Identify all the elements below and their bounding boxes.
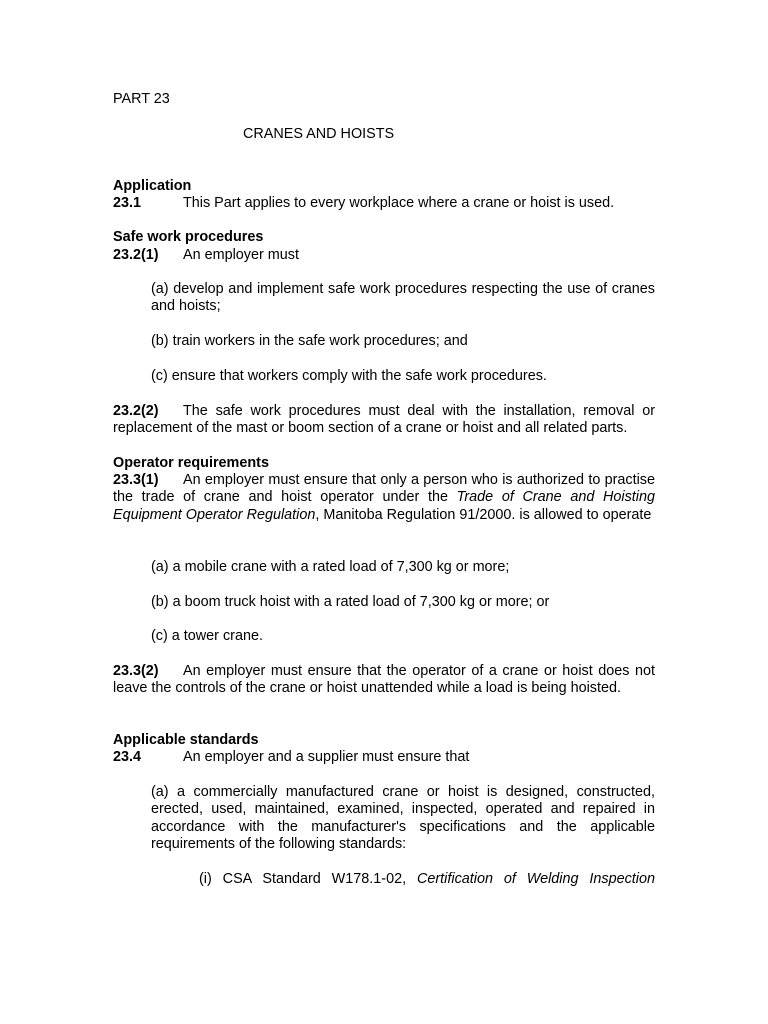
clause-23-4-a: (a) a commercially manufactured crane or hoist is designed, constructed, erected, used, maintained, examined, inspected, operated and repaired in accordance with the manufacturer's specifications and the applicable requirements of the following standards: (151, 784, 655, 852)
heading-safe-work-procedures: Safe work procedures (113, 229, 264, 245)
clause-23-2-1-a: (a) develop and implement safe work procedures respecting the use of cranes and hoists; (151, 281, 655, 315)
clause-23-3-1-c: (c) a tower crane. (151, 628, 263, 644)
section-23-3-1 (113, 472, 655, 524)
section-text: An employer and a supplier must ensure that (183, 749, 470, 765)
part-number: PART 23 (113, 91, 170, 107)
section-text-post: , Manitoba Regulation 91/2000. is allowed to operate (315, 506, 652, 523)
clause-23-3-1-b: (b) a boom truck hoist with a rated load of 7,300 kg or more; or (151, 594, 550, 610)
part-title: CRANES AND HOISTS (243, 126, 395, 142)
section-23-2-1 (113, 247, 299, 264)
section-23-1 (113, 195, 614, 212)
heading-applicable-standards: Applicable standards (113, 732, 259, 748)
section-text: An employer must ensure that the operator of a crane or hoist does not leave the controls of the crane or hoist unattended while a load is being hoisted. (113, 663, 655, 697)
section-text: This Part applies to every workplace where a crane or hoist is used. (183, 195, 615, 211)
heading-operator-requirements: Operator requirements (113, 455, 269, 471)
section-ref: 23.2(2) (113, 403, 159, 419)
regulation-title: Trade of Crane and Hoisting Equipment Operator Regulation (113, 489, 656, 523)
section-text: The safe work procedures must deal with the installation, removal or replacement of the mast or boom section of a crane or hoist and all related parts. (113, 403, 655, 437)
clause-23-2-1-b: (b) train workers in the safe work procedures; and (151, 333, 468, 349)
section-23-4 (113, 749, 469, 766)
section-text-pre: An employer must ensure that only a person who is authorized to practise the trade of crane and hoist operator under the (113, 472, 655, 506)
section-ref: 23.3(1) (113, 472, 159, 488)
section-ref: 23.4 (113, 749, 142, 765)
clause-23-2-1-c: (c) ensure that workers comply with the safe work procedures. (151, 368, 547, 384)
clause-23-3-1-a: (a) a mobile crane with a rated load of 7,300 kg or more; (151, 559, 510, 575)
standard-title: Certification of Welding Inspection (416, 871, 655, 887)
clause-23-4-a-i (199, 871, 655, 888)
section-text: An employer must (183, 247, 299, 263)
section-ref: 23.3(2) (113, 663, 159, 679)
clause-text: (i) CSA Standard W178.1-02, (199, 871, 417, 887)
section-23-2-2 (113, 403, 655, 438)
section-23-3-2 (113, 663, 655, 698)
heading-application: Application (113, 178, 192, 194)
section-ref: 23.2(1) (113, 247, 159, 263)
section-ref: 23.1 (113, 195, 142, 211)
